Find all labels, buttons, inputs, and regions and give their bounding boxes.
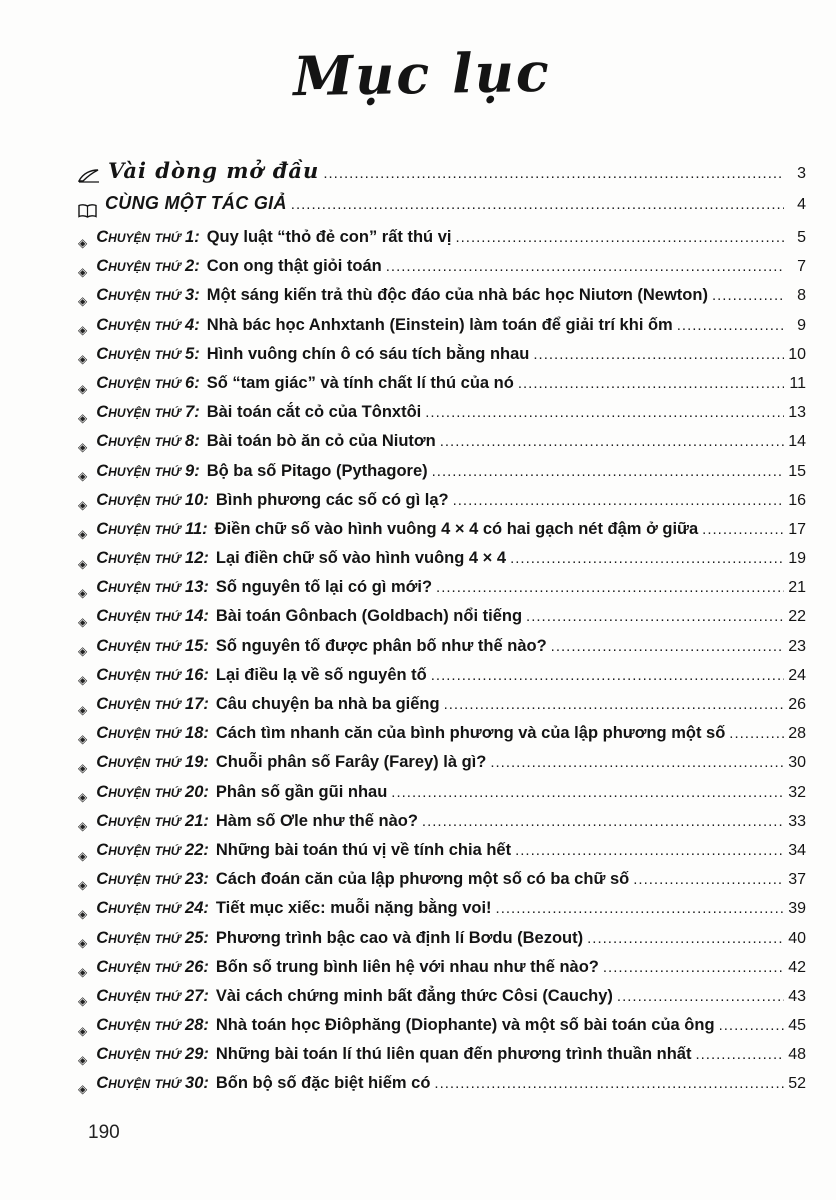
dot-leader	[603, 959, 784, 976]
toc-entry-page: 22	[788, 608, 806, 626]
toc-entry	[78, 462, 806, 491]
diamond-bullet-icon: ◈	[78, 702, 88, 717]
toc-entry-prefix: Chuyện thứ 16:	[96, 665, 209, 684]
toc-entry	[78, 432, 806, 461]
toc-entry-title: Số nguyên tố lại có gì mới?	[215, 578, 433, 597]
toc-entry-title: Nhà bác học Anhxtanh (Einstein) làm toán để giải trí khi ốm	[206, 315, 673, 334]
diamond-bullet-icon: ◈	[78, 819, 88, 834]
toc-entry-prefix: Chuyện thứ 6:	[96, 373, 200, 392]
toc-entry-prefix: Chuyện thứ 30:	[96, 1074, 209, 1093]
diamond-bullet-icon: ◈	[78, 293, 88, 308]
diamond-bullet-icon: ◈	[78, 877, 88, 892]
page-title: Mục lục	[292, 39, 552, 109]
toc-entry-title: Những bài toán thú vị về tính chia hết	[215, 840, 512, 859]
toc-entry-prefix: Chuyện thứ 12:	[96, 549, 209, 568]
toc-entry-title: Hàm số Ơle như thế nào?	[215, 811, 418, 830]
diamond-bullet-icon: ◈	[78, 1052, 88, 1067]
toc-entry	[78, 1045, 806, 1074]
toc-entry	[78, 491, 806, 520]
toc-front-item-author	[78, 193, 806, 228]
dot-leader	[526, 608, 784, 625]
toc-entry-page: 21	[788, 579, 806, 597]
toc-entry	[78, 549, 806, 578]
diamond-bullet-icon: ◈	[78, 527, 88, 542]
toc-entry-prefix: Chuyện thứ 26:	[96, 957, 209, 976]
folio-page-number: 190	[88, 1122, 120, 1143]
toc-entry-page: 45	[788, 1017, 806, 1035]
diamond-bullet-icon: ◈	[78, 556, 88, 571]
toc-entry-page: 17	[788, 520, 806, 538]
toc-entry-title: Bốn số trung bình liên hệ với nhau như thế nào?	[215, 957, 599, 976]
toc-entry-prefix: Chuyện thứ 19:	[96, 753, 209, 772]
dot-leader	[518, 375, 784, 392]
toc-entry	[78, 929, 806, 958]
toc-entry	[78, 1074, 806, 1103]
toc-entry-prefix: Chuyện thứ 23:	[96, 870, 209, 889]
toc-entry-page: 40	[788, 929, 806, 947]
toc-entry	[78, 520, 806, 549]
toc-entry-page: 15	[788, 462, 806, 480]
toc-entry-page: 23	[788, 637, 806, 655]
diamond-bullet-icon: ◈	[78, 760, 88, 775]
dot-leader	[455, 229, 784, 246]
toc-entry	[78, 374, 806, 403]
toc-front-label: CÙNG MỘT TÁC GIẢ	[105, 193, 287, 213]
dot-leader	[440, 433, 784, 450]
dot-leader	[677, 317, 784, 334]
toc-entry-page: 13	[788, 404, 806, 422]
dot-leader	[432, 463, 784, 480]
dot-leader	[434, 1075, 784, 1092]
dot-leader	[719, 1017, 784, 1034]
toc-entry-page: 37	[788, 871, 806, 889]
dot-leader	[617, 988, 784, 1005]
toc-entry-title: Phương trình bậc cao và định lí Bơdu (Bezout)	[215, 928, 584, 947]
toc-entry	[78, 724, 806, 753]
toc-entry-prefix: Chuyện thứ 1:	[96, 228, 200, 246]
toc-entry-prefix: Chuyện thứ 10:	[96, 490, 209, 509]
diamond-bullet-icon: ◈	[78, 644, 88, 659]
diamond-bullet-icon: ◈	[78, 673, 88, 688]
toc-entry-page: 48	[788, 1046, 806, 1064]
toc-entry	[78, 607, 806, 636]
dot-leader	[444, 696, 784, 713]
toc-entry-page: 32	[788, 783, 806, 801]
toc-entry	[78, 403, 806, 432]
toc-front-page: 3	[797, 165, 806, 182]
toc-entry-title: Bài toán cắt cỏ của Tônxtôi	[206, 403, 422, 422]
toc-entry-prefix: Chuyện thứ 29:	[96, 1045, 209, 1064]
toc-entry-page: 34	[788, 841, 806, 859]
toc-entry-page: 52	[788, 1075, 806, 1093]
toc-entry-page: 30	[788, 754, 806, 772]
diamond-bullet-icon: ◈	[78, 965, 88, 980]
toc-entry-title: Số “tam giác” và tính chất lí thú của nó	[206, 373, 514, 392]
toc-entry-title: Số nguyên tố được phân bố như thế nào?	[215, 636, 547, 655]
toc-entry-page: 26	[788, 696, 806, 713]
diamond-bullet-icon: ◈	[78, 410, 88, 425]
dot-leader	[702, 521, 784, 538]
toc-entry-page: 39	[788, 900, 806, 918]
toc-entry	[78, 286, 806, 315]
dot-leader	[422, 813, 784, 830]
toc-entry-prefix: Chuyện thứ 7:	[96, 403, 200, 422]
toc-entry-prefix: Chuyện thứ 2:	[96, 257, 200, 276]
toc-entry-prefix: Chuyện thứ 18:	[96, 724, 209, 743]
toc-entry-title: Bốn bộ số đặc biệt hiếm có	[215, 1074, 431, 1093]
toc-entry-title: Điền chữ số vào hình vuông 4 × 4 có hai gạch nét đậm ở giữa	[214, 519, 699, 538]
book-icon	[78, 204, 97, 218]
toc-entry-prefix: Chuyện thứ 27:	[96, 986, 209, 1005]
toc-entry-title: Con ong thật giỏi toán	[206, 257, 382, 276]
toc-entry-page: 16	[788, 491, 806, 509]
dot-leader	[712, 287, 784, 304]
toc-entry	[78, 316, 806, 345]
toc-entry	[78, 753, 806, 782]
toc-entry-page: 10	[788, 345, 806, 363]
diamond-bullet-icon: ◈	[78, 469, 88, 484]
diamond-bullet-icon: ◈	[78, 381, 88, 396]
dot-leader	[386, 258, 784, 275]
diamond-bullet-icon: ◈	[78, 731, 88, 746]
toc-entry-title: Những bài toán lí thú liên quan đến phương trình thuần nhất	[215, 1045, 692, 1064]
toc-entry-page: 24	[788, 666, 806, 684]
toc-entry-title: Bài toán Gônbach (Goldbach) nổi tiếng	[215, 607, 523, 626]
diamond-bullet-icon: ◈	[78, 1082, 88, 1097]
toc-entry-page: 14	[788, 433, 806, 451]
dot-leader	[431, 667, 784, 684]
toc-entry-title: Hình vuông chín ô có sáu tích bằng nhau	[206, 344, 530, 363]
diamond-bullet-icon: ◈	[78, 936, 88, 951]
toc-entry-prefix: Chuyện thứ 15:	[96, 636, 209, 655]
dot-leader	[490, 754, 784, 771]
toc-entry-prefix: Chuyện thứ 13:	[96, 578, 209, 597]
toc-entry-title: Bình phương các số có gì lạ?	[215, 490, 449, 509]
toc-entry-page: 42	[788, 958, 806, 976]
toc-entry-title: Phân số gần gũi nhau	[215, 782, 388, 801]
diamond-bullet-icon: ◈	[78, 352, 88, 367]
toc-entry-page: 9	[797, 316, 806, 334]
toc-entry-prefix: Chuyện thứ 17:	[96, 695, 209, 713]
toc-entry-prefix: Chuyện thứ 3:	[96, 286, 200, 305]
diamond-bullet-icon: ◈	[78, 585, 88, 600]
toc-entry	[78, 812, 806, 841]
dot-leader	[533, 346, 784, 363]
dot-leader	[695, 1046, 784, 1063]
dot-leader	[436, 579, 784, 596]
dot-leader	[496, 900, 784, 917]
diamond-bullet-icon: ◈	[78, 994, 88, 1009]
dot-leader	[633, 871, 784, 888]
toc-entry	[78, 345, 806, 374]
toc-entry-title: Bộ ba số Pitago (Pythagore)	[206, 461, 428, 480]
toc-entry	[78, 899, 806, 928]
dot-leader	[291, 196, 784, 213]
toc-entry	[78, 228, 806, 257]
toc-entry	[78, 987, 806, 1016]
toc-entry-page: 8	[797, 287, 806, 305]
diamond-bullet-icon: ◈	[78, 1023, 88, 1038]
diamond-bullet-icon: ◈	[78, 790, 88, 805]
toc-entry-title: Quy luật “thỏ đẻ con” rất thú vị	[206, 228, 452, 246]
toc-entry	[78, 841, 806, 870]
toc-front-matter	[78, 158, 806, 228]
toc-entry	[78, 783, 806, 812]
diamond-bullet-icon: ◈	[78, 323, 88, 338]
dot-leader	[510, 550, 784, 567]
toc-entry-title: Bài toán bò ăn cỏ của Niutơn	[206, 432, 436, 451]
dot-leader	[551, 638, 784, 655]
toc-entry-title: Cách tìm nhanh căn của bình phương và của lập phương một số	[215, 724, 726, 743]
toc-entry-page: 28	[788, 725, 806, 743]
dot-leader	[391, 784, 784, 801]
diamond-bullet-icon: ◈	[78, 235, 88, 250]
toc-front-item-intro	[78, 158, 806, 193]
toc-entry-prefix: Chuyện thứ 4:	[96, 315, 200, 334]
toc-entry-prefix: Chuyện thứ 11:	[96, 519, 208, 538]
toc-entry-prefix: Chuyện thứ 25:	[96, 928, 209, 947]
toc-entry	[78, 695, 806, 724]
toc-entry-prefix: Chuyện thứ 9:	[96, 461, 200, 480]
toc-entry-prefix: Chuyện thứ 24:	[96, 899, 209, 918]
toc-entry-title: Câu chuyện ba nhà ba giếng	[215, 695, 440, 713]
toc-entry	[78, 257, 806, 286]
toc-entry-page: 19	[788, 550, 806, 568]
toc-entry-prefix: Chuyện thứ 21:	[96, 811, 209, 830]
toc-entry-prefix: Chuyện thứ 14:	[96, 607, 209, 626]
toc-entry-title: Lại điền chữ số vào hình vuông 4 × 4	[215, 549, 507, 568]
dot-leader	[453, 492, 784, 509]
toc-entry-prefix: Chuyện thứ 22:	[96, 840, 209, 859]
toc-entry	[78, 637, 806, 666]
diamond-bullet-icon: ◈	[78, 615, 88, 630]
toc-entry	[78, 958, 806, 987]
toc-entry-page: 33	[788, 812, 806, 830]
toc-front-page: 4	[797, 196, 806, 213]
toc-entry-page: 7	[797, 258, 806, 276]
dot-leader	[425, 404, 784, 421]
toc-list	[78, 228, 806, 1104]
toc-entry-prefix: Chuyện thứ 8:	[96, 432, 200, 451]
toc-front-label: Vài dòng mở đầu	[108, 158, 320, 183]
dot-leader	[323, 165, 784, 182]
toc-entry-title: Một sáng kiến trả thù độc đáo của nhà bác học Niutơn (Newton)	[206, 286, 708, 305]
toc-entry-title: Nhà toán học Điôphăng (Diophante) và một số bài toán của ông	[215, 1016, 715, 1035]
dot-leader	[587, 930, 784, 947]
pen-icon	[78, 169, 100, 183]
diamond-bullet-icon: ◈	[78, 848, 88, 863]
toc-entry	[78, 578, 806, 607]
toc-entry	[78, 870, 806, 899]
toc-entry-page: 5	[797, 229, 806, 246]
dot-leader	[729, 725, 784, 742]
diamond-bullet-icon: ◈	[78, 264, 88, 279]
toc-entry-prefix: Chuyện thứ 20:	[96, 782, 209, 801]
toc-entry	[78, 1016, 806, 1045]
toc-entry-title: Chuỗi phân số Farây (Farey) là gì?	[215, 753, 487, 772]
diamond-bullet-icon: ◈	[78, 498, 88, 513]
diamond-bullet-icon: ◈	[78, 906, 88, 921]
diamond-bullet-icon: ◈	[78, 439, 88, 454]
toc-entry-prefix: Chuyện thứ 5:	[96, 344, 200, 363]
toc-entry	[78, 666, 806, 695]
toc-entry-page: 43	[788, 987, 806, 1005]
toc-entry-title: Lại điều lạ về số nguyên tố	[215, 665, 427, 684]
toc-entry-title: Cách đoán căn của lập phương một số có ba chữ số	[215, 870, 630, 889]
toc-entry-prefix: Chuyện thứ 28:	[96, 1016, 209, 1035]
toc-entry-title: Tiết mục xiếc: muỗi nặng bằng voi!	[215, 899, 492, 918]
toc-entry-page: 11	[789, 374, 806, 392]
dot-leader	[515, 842, 784, 859]
toc-entry-title: Vài cách chứng minh bất đẳng thức Côsi (Cauchy)	[215, 986, 613, 1005]
